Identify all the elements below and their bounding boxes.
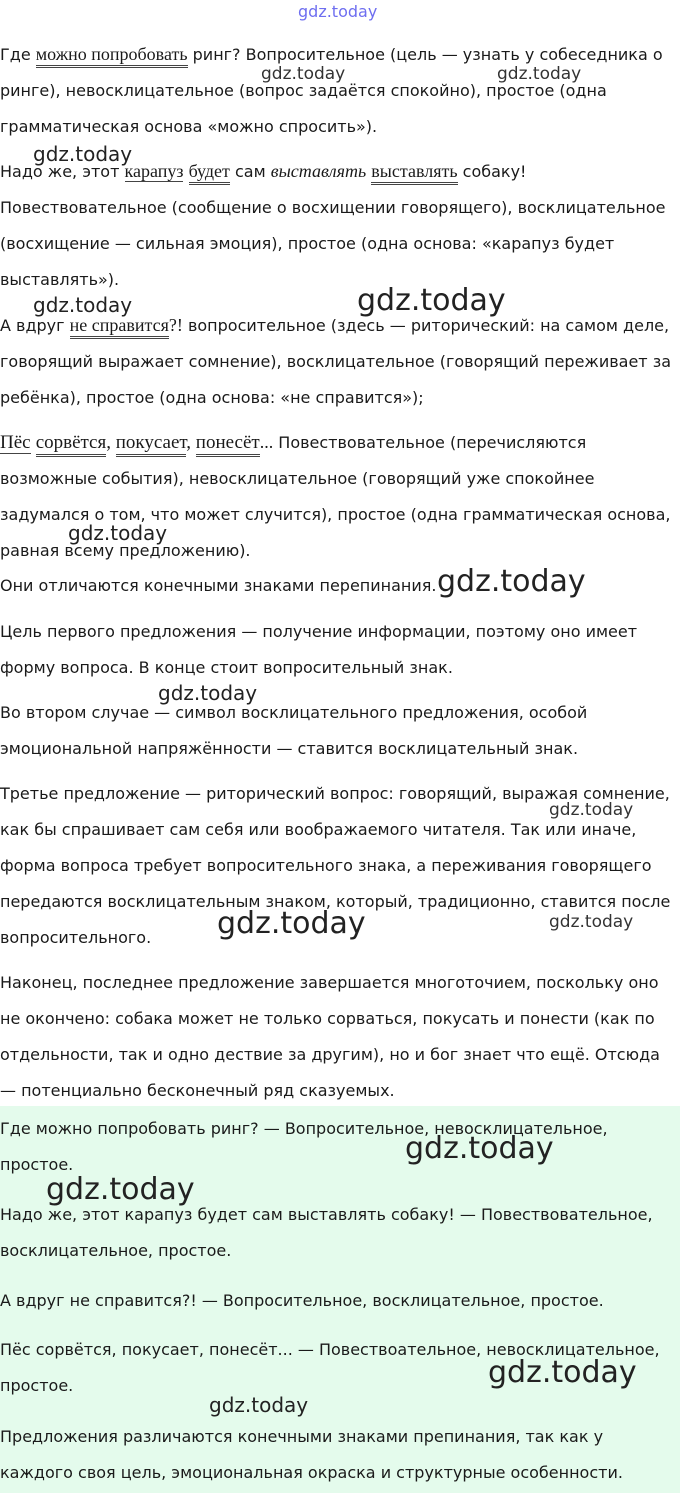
watermark: gdz.today — [549, 800, 634, 820]
text: собаку! Повествовательное (сообщение о восхищении говорящего), восклицательное (восхищение — сильная эмоция), простое (одна основа: «карапуз будет выставлять»). — [0, 162, 666, 289]
predicate-underlined: сорвётся — [36, 432, 107, 457]
predicate-underlined: понесёт — [196, 432, 260, 457]
watermark: gdz.today — [33, 142, 133, 166]
text: Где — [0, 45, 36, 64]
analysis-sentence-3 — [0, 307, 678, 416]
watermark: gdz.today — [357, 283, 506, 318]
text: ... — [259, 432, 274, 452]
predicate-underlined: будет — [189, 161, 230, 185]
watermark: gdz.today — [209, 1393, 309, 1417]
paragraph-third-sentence: Третье предложение — риторический вопрос: говорящий, выражая сомнение, как бы спрашивает сам себя или воображаемого читателя. Так или иначе, форма вопроса требует вопросительного знака, а переживания говорящего передаются восклицательным знаком, который, традиционно, ставится после вопросительного. — [0, 784, 671, 947]
paragraph-second-sentence: Во втором случае — символ восклицательного предложения, особой эмоциональной напряжённости — ставится восклицательный знак. — [0, 703, 588, 758]
watermark: gdz.today — [217, 906, 366, 941]
watermark: gdz.today — [46, 1172, 195, 1207]
summary-conclusion: Предложения различаются конечными знаками препинания, так как у каждого своя цель, эмоциональная окраска и структурные особенности. — [0, 1427, 623, 1482]
watermark: gdz.today — [549, 912, 634, 932]
text: , — [106, 432, 116, 453]
watermark: gdz.today — [497, 64, 582, 84]
paragraph-first-sentence: Цель первого предложения — получение информации, поэтому оно имеет форму вопроса. В конце стоит вопросительный знак. — [0, 622, 638, 677]
predicate-underlined: можно попробовать — [36, 44, 188, 68]
analysis-sentence-4 — [0, 424, 678, 569]
text — [31, 433, 36, 452]
text: сам — [229, 162, 271, 181]
predicate-underlined: выставлять — [371, 161, 457, 185]
text: ?! — [168, 315, 183, 335]
summary-item-1: Где можно попробовать ринг? — Вопросительное, невосклицательное, простое. — [0, 1119, 608, 1174]
watermark: gdz.today — [33, 293, 133, 317]
text: , — [186, 432, 196, 453]
italic-word: выставлять — [270, 161, 367, 181]
watermark: gdz.today — [405, 1131, 554, 1166]
analysis-sentence-1 — [0, 36, 678, 145]
summary-item-3: А вдруг не справится?! — Вопросительное, восклицательное, простое. — [0, 1291, 604, 1310]
text: Надо же, этот — [0, 162, 125, 181]
summary-item-2: Надо же, этот карапуз будет сам выставлять собаку! — Повествовательное, восклицательное, простое. — [0, 1205, 653, 1260]
header-watermark: gdz.today — [298, 2, 378, 21]
text: вопросительное (здесь — риторический: на самом деле, говорящий выражает сомнение), восклицательное (говорящий переживает за ребёнка), простое (одна основа: «не справится»); — [0, 316, 672, 407]
predicate-underlined: покусает — [116, 432, 187, 457]
summary-item-4: Пёс сорвётся, покусает, понесёт... — Повествоательное, невосклицательное, простое. — [0, 1340, 660, 1395]
subject-underlined: карапуз — [124, 161, 184, 181]
watermark: gdz.today — [437, 564, 586, 599]
predicate-underlined: не справится — [70, 315, 169, 339]
watermark: gdz.today — [261, 64, 346, 84]
analysis-sentence-2 — [0, 153, 678, 298]
paragraph-fourth-sentence: Наконец, последнее предложение завершается многоточием, поскольку оно не окончено: собака может не только сорваться, покусать и понести (как по отдельности, так и одно дествие за другим), но и бог знает что ещё. Отсюда — потенциально бесконечный ряд сказуемых. — [0, 973, 660, 1100]
watermark: gdz.today — [68, 521, 168, 545]
paragraph-punctuation: Они отличаются конечными знаками перепинания. — [0, 576, 437, 595]
watermark: gdz.today — [158, 681, 258, 705]
text — [183, 162, 188, 181]
text: ринг? Вопросительное (цель — узнать у собеседника о ринге), невосклицательное (вопрос задаётся спокойно), простое (одна грамматическая основа «можно спросить»). — [0, 45, 663, 136]
watermark: gdz.today — [488, 1355, 637, 1390]
text: Повествовательное (перечисляются возможные события), невосклицательное (говорящий уже спокойнее задумался о том, что может случится), простое (одна грамматическая основа, равная всему предложению). — [0, 433, 671, 560]
text: А вдруг — [0, 316, 70, 335]
subject-underlined: Пёс — [0, 432, 31, 453]
